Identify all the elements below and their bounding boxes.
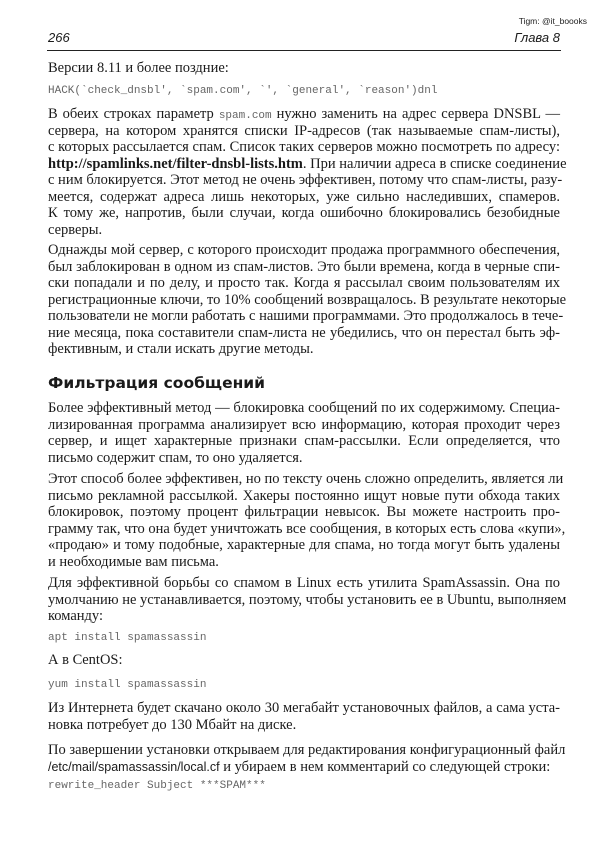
text-segment: меется, содержат адреса лишь некоторых, уже сильно наследивших, спамеров. (48, 188, 560, 205)
paragraph-effectiveness (48, 471, 566, 570)
text-line (48, 433, 560, 450)
text-line (48, 275, 560, 292)
text-segment: блокировок, поэтому процент фильтрации невысок. Вы можете настроить про- (48, 504, 560, 520)
text-segment: письмо рекламной рассылкой. Хакеры постоянно ищут новые пути обхода таких (48, 487, 560, 504)
paragraph-story (48, 242, 567, 358)
text-line (48, 189, 560, 206)
text-segment: К тому же, напротив, были случаи, когда ошибочно блокировались безобидные (48, 205, 560, 221)
text-segment: и убираем в нем комментарий со следующей строки: (219, 758, 551, 775)
text-segment: Однажды мой сервер, с которого происходит продажа программного обеспечения, (48, 242, 560, 258)
centos-line (48, 652, 560, 669)
text-line (48, 139, 560, 156)
text-line (48, 520, 566, 538)
text-line (48, 677, 560, 689)
text-segment: ски попадали и по делу, и просто так. Когда я рассылал своим пользователям их (48, 275, 560, 291)
text-line (48, 259, 560, 276)
page-number: 266 (48, 30, 70, 45)
paragraph-config (48, 742, 566, 775)
text-line (48, 417, 560, 434)
text-segment: Более эффективный метод — блокировка сообщений по их содержимому. Специа- (48, 400, 560, 416)
section-heading: Фильтрация сообщений (48, 374, 266, 392)
text-line (48, 488, 560, 505)
chapter-title: Глава 8 (514, 30, 560, 45)
paragraph-content-filter (48, 400, 560, 466)
text-line (48, 717, 560, 734)
text-line (48, 172, 563, 189)
text-line (48, 630, 560, 642)
text-segment: пользователи не могли работать с нашими программами. Это продолжалось в тече- (48, 308, 564, 324)
code-text: spam.com (218, 110, 272, 122)
text-segment: нужно заменить на адрес сервера DNSBL — (271, 106, 560, 122)
text-segment: Из Интернета будет скачано около 30 мегабайт установочных файлов, а сама уста- (48, 700, 560, 716)
text-line (48, 205, 560, 222)
text-segment: с которых рассылается спам. Список таких серверов можно посмотреть по адресу: (48, 139, 560, 155)
text-segment: В обеих строках параметр (48, 106, 219, 122)
text-line (48, 554, 560, 571)
text-segment: Этот способ более эффективен, но по тексту очень сложно определить, является ли (48, 471, 564, 487)
text-line (48, 341, 560, 358)
text-line (48, 759, 560, 776)
text-segment: и необходимые вам письма. (48, 553, 219, 570)
text-segment: «продаю» и тому подобные, характерные для спама, но тогда могут быть удалены (48, 537, 560, 553)
text-segment: сервера, на котором хранятся списки IP-адресов (так называемые спам-листы), (48, 122, 560, 139)
paragraph-download (48, 700, 560, 733)
text-segment: По завершении установки открываем для редактирования конфигурационный файл (48, 742, 566, 758)
text-line (48, 242, 560, 259)
code-text: apt install spamassassin (48, 632, 207, 644)
text-line (48, 471, 564, 488)
text-line (48, 450, 560, 467)
header-rule (47, 50, 561, 51)
text-line (48, 123, 560, 140)
url-text: http://spamlinks.net/filter-dnsbl-lists.htm (48, 155, 303, 172)
text-segment: Для эффективной борьбы со спамом в Linux есть утилита SpamAssassin. Она по (48, 575, 560, 591)
code-text: yum install spamassassin (48, 679, 207, 691)
versions-line (48, 60, 560, 77)
watermark: Tigm: @it_boooks (518, 16, 587, 26)
text-line (48, 504, 560, 521)
text-segment: ние месяца, пока составители спам-листа не убедились, что он перестал быть эф- (48, 324, 560, 341)
text-segment: регистрационные ключи, то 10% сообщений возвращалось. В результате некоторые (48, 291, 567, 308)
text-line (48, 400, 560, 417)
text-segment: . При наличии адреса в списке соединение (302, 155, 567, 172)
text-segment: умолчанию не устанавливается, поэтому, чтобы установить ее в Ubuntu, выполняем (48, 591, 567, 608)
text-segment: с ним блокируется. Этот метод не очень эффективен, потому что спам-листы, разу- (48, 172, 563, 188)
text-segment: фективным, и стали искать другие методы. (48, 341, 314, 357)
text-line (48, 608, 560, 625)
text-line (48, 106, 560, 123)
text-segment: сервер, и ищет характерные признаки спам-рассылки. Если определяется, что (48, 433, 560, 449)
code-text: rewrite_header Subject ***SPAM*** (48, 780, 266, 792)
text-line (48, 83, 560, 95)
text-line (48, 222, 560, 239)
text-segment: Версии 8.11 и более поздние: (48, 60, 229, 76)
paragraph-spamassassin (48, 575, 567, 625)
text-line (48, 155, 567, 173)
text-line (48, 60, 560, 77)
text-line (48, 308, 564, 325)
text-segment: письмо содержит спам, то оно удаляется. (48, 449, 303, 466)
text-segment: команду: (48, 608, 104, 624)
text-line (48, 700, 560, 717)
paragraph-dnsbl (48, 106, 567, 238)
text-segment: был заблокирован в одном из спам-листов. Это были времена, когда в черные спи- (48, 258, 560, 275)
code-rewrite (48, 778, 560, 790)
text-segment: лизированная программа анализирует всю информацию, которая проходит через (48, 416, 560, 433)
text-line (48, 537, 560, 554)
text-line (48, 291, 567, 309)
code-apt (48, 630, 560, 642)
text-line (48, 325, 560, 342)
code-hack (48, 83, 560, 95)
text-line (48, 742, 566, 759)
text-line (48, 591, 567, 609)
text-segment: новка потребует до 130 Мбайт на диске. (48, 716, 297, 733)
text-line (48, 575, 560, 592)
code-yum (48, 677, 560, 689)
text-segment: А в CentOS: (48, 652, 123, 668)
text-segment: серверы. (48, 221, 103, 238)
text-line (48, 778, 560, 790)
running-header (48, 30, 560, 45)
text-segment: грамму так, что она будет уничтожать все сообщения, в которых есть слова «купи», (48, 520, 566, 537)
text-line (48, 652, 560, 669)
file-path: /etc/mail/spamassassin/local.cf (48, 759, 220, 774)
code-text: HACK(`check_dnsbl', `spam.com', `', `general', `reason')dnl (48, 85, 438, 97)
